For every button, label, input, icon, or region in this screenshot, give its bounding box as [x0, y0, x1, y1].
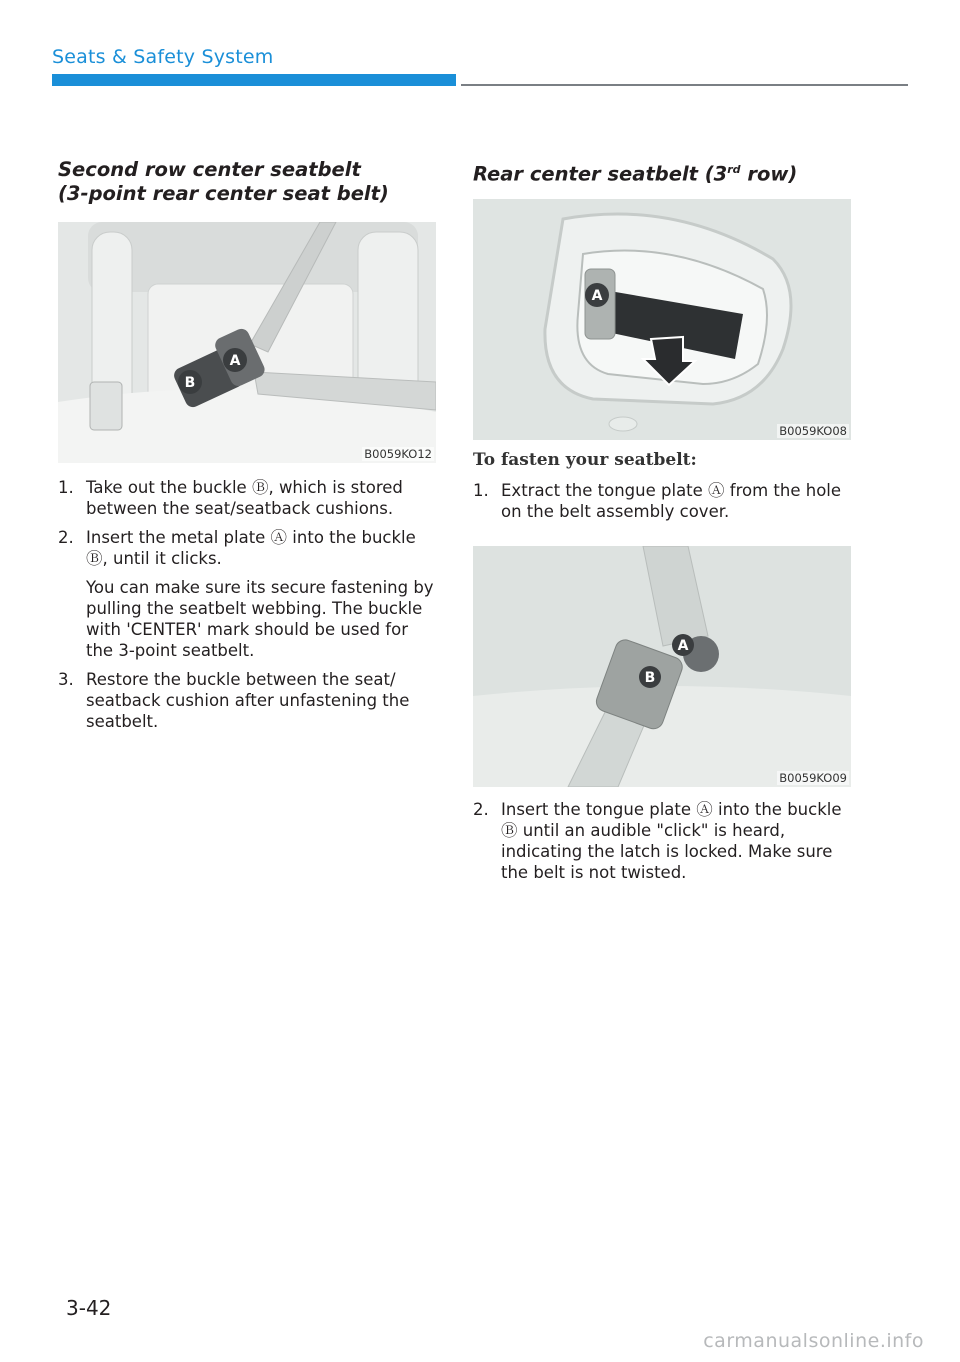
- step-1: [58, 477, 438, 519]
- illustration-tongue-buckle: [473, 546, 851, 787]
- step-3: [58, 669, 438, 732]
- step-text: Insert the tongue plate Ⓐ into the buckle Ⓑ until an audible "click" is heard, indicating the latch is locked. Make sure the belt is not twisted.: [501, 799, 842, 882]
- header-accent-bar: [52, 74, 456, 86]
- callout-b: B: [644, 669, 656, 686]
- step-number: 1.: [58, 478, 74, 497]
- right-heading: [473, 158, 853, 187]
- right-steps-2: [473, 799, 853, 883]
- figure-tongue-plate-buckle: [473, 546, 851, 787]
- header-divider: [461, 84, 908, 86]
- figure-code: B0059KO12: [364, 447, 432, 461]
- right-heading-main: Rear center seatbelt (3: [473, 162, 728, 186]
- callout-b: B: [184, 375, 196, 391]
- figure-code: B0059KO08: [779, 423, 847, 438]
- step-text: Extract the tongue plate Ⓐ from the hole on the belt assembly cover.: [501, 480, 842, 521]
- figure-code: B0059KO09: [779, 770, 847, 785]
- left-column: [58, 158, 438, 740]
- page-number: 3-42: [66, 1296, 112, 1320]
- step-number: 3.: [58, 670, 74, 689]
- step-2: [58, 527, 438, 661]
- figure-center-seatbelt-buckle: [58, 222, 436, 463]
- step-text: Insert the metal plate Ⓐ into the buckle Ⓑ, until it clicks.: [86, 528, 416, 568]
- step-text: Restore the buckle between the seat/ seatback cushion after unfastening the seatbelt.: [86, 670, 410, 731]
- left-heading-line1: Second row center seatbelt: [58, 158, 361, 181]
- step-number: 2.: [58, 528, 74, 547]
- callout-a: A: [677, 637, 689, 654]
- illustration-belt-cover: [473, 199, 851, 440]
- callout-a: A: [229, 353, 241, 369]
- right-heading-sup: rd: [727, 163, 741, 176]
- step-number: 1.: [473, 480, 489, 500]
- right-column: [473, 158, 853, 891]
- right-heading-end: row): [740, 162, 798, 186]
- figure-belt-assembly-cover: [473, 199, 851, 440]
- section-title: Seats & Safety System: [52, 46, 274, 68]
- fasten-heading: To fasten your seatbelt:: [473, 449, 697, 470]
- left-heading: [58, 158, 438, 206]
- right-steps-1: [473, 480, 853, 522]
- step-note: You can make sure its secure fastening by pulling the seatbelt webbing. The buckle with 'CENTER' mark should be used for the 3-point seatbelt.: [86, 578, 434, 660]
- step-text: Take out the buckle Ⓑ, which is stored between the seat/seatback cushions.: [86, 478, 403, 518]
- watermark: carmanualsonline.info: [703, 1330, 924, 1352]
- step-number: 2.: [473, 799, 489, 819]
- left-heading-line2: (3-point rear center seat belt): [58, 182, 389, 205]
- step-1: [473, 480, 853, 522]
- illustration-seat-buckle: [58, 222, 436, 463]
- callout-a: A: [591, 287, 603, 304]
- step-2: [473, 799, 853, 883]
- left-steps: [58, 477, 438, 732]
